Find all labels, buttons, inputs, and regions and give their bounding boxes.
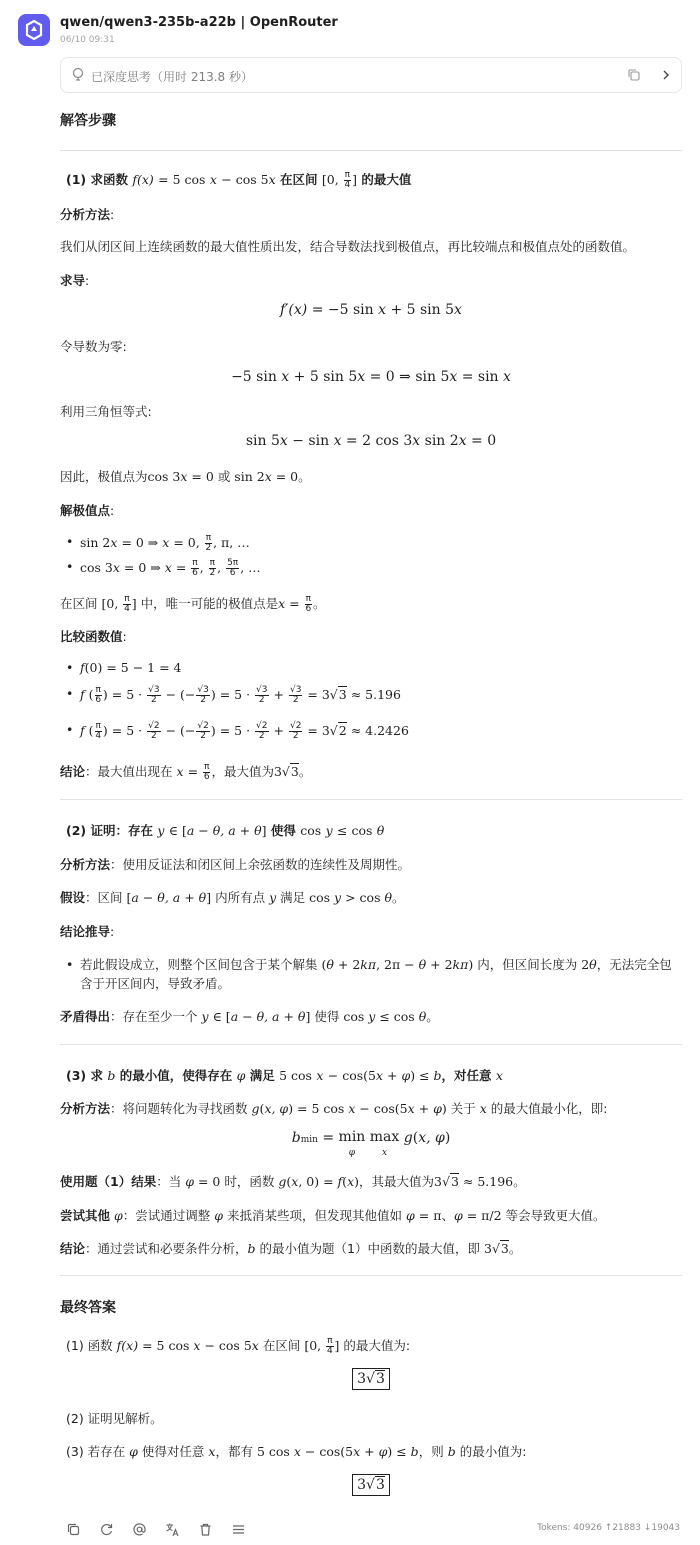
copy-icon[interactable] xyxy=(64,1520,82,1538)
lightbulb-icon xyxy=(71,67,85,86)
thinking-label: 已深度思考（用时 213.8 秒） xyxy=(91,70,253,84)
divider xyxy=(60,150,682,151)
final-boxed-answer-1: 3√3 xyxy=(60,1368,682,1390)
divider xyxy=(60,799,682,800)
chevron-right-icon[interactable] xyxy=(659,68,673,85)
s1-compare-label: 比较函数值: xyxy=(60,629,127,644)
s2-derive-label: 结论推导: xyxy=(60,924,115,939)
s1-trig-eq: sin 5x − sin x = 2 cos 3x sin 2x = 0 xyxy=(245,433,497,449)
list-item: • f(0) = 5 − 1 = 4 xyxy=(80,660,181,675)
steps-heading: 解答步骤 xyxy=(60,113,116,129)
token-count: Tokens: 40926 ↑21883 ↓19043 xyxy=(537,1523,680,1533)
divider xyxy=(60,1275,682,1276)
message-header xyxy=(18,14,688,48)
s1-deriv-label: 求导: xyxy=(60,273,90,288)
list-item: • 若此假设成立，则整个区间包含于某个解集 (θ + 2kπ, 2π − θ + 2kπ) 内，但区间长度为 2θ，无法完全包 含于开区间内，导致矛盾。 xyxy=(80,955,682,993)
s3-use-result: 使用题（1）结果：当 φ = 0 时，函数 g(x, 0) = f(x)，其最大值为3√3 ≈ 5.196。 xyxy=(60,1174,526,1189)
delete-icon[interactable] xyxy=(196,1520,214,1538)
section2-title: (2) 证明：存在 y ∈ [a − θ, a + θ] 使得 cos y ≤ cos θ xyxy=(66,823,385,838)
refresh-icon[interactable] xyxy=(97,1520,115,1538)
list-item: • sin 2x = 0 ⇒ x = 0, $\frac{\pi}{2}$ , π, … xyxy=(80,534,250,553)
model-title: qwen/qwen3-235b-a22b | OpenRouter xyxy=(60,15,338,30)
final-heading: 最终答案 xyxy=(60,1300,116,1316)
list-item: • f ( $\frac{\pi}{4}$ ) = 5 · $\frac{√2}{2}$ − (− $\frac{√2}{2}$ ) = 5 · $\frac{√2}{2}$ + $\frac{√2}{2}$ = 3√2 ≈ 4.2426 xyxy=(80,722,409,741)
s3-method: 分析方法：将问题转化为寻找函数 g(x, φ) = 5 cos x − cos(5x + φ) 关于 x 的最大值最小化，即: xyxy=(60,1101,608,1116)
s1-trig-label: 利用三角恒等式: xyxy=(60,404,152,419)
s2-assume: 假设：区间 [a − θ, a + θ] 内所有点 y 满足 cos y > cos θ。 xyxy=(60,890,405,905)
s3-try-other: 尝试其他 φ：尝试通过调整 φ 来抵消某些项，但发现其他值如 φ = π、φ = π/2 等会导致更大值。 xyxy=(60,1208,606,1223)
s1-interval-text: 在区间 [0, $\frac{\pi}{4}$ ] 中，唯一可能的极值点是x = $\frac{\pi}{6}$ 。 xyxy=(60,594,326,614)
section3-title: (3) 求 b 的最小值，使得存在 φ 满足 5 cos x − cos(5x + φ) ≤ b，对任意 x xyxy=(66,1068,503,1083)
list-item: • f ( $\frac{\pi}{6}$ ) = 5 · $\frac{√3}{2}$ − (− $\frac{√3}{2}$ ) = 5 · $\frac{√3}{2}$ + $\frac{√3}{2}$ = 3√3 ≈ 5.196 xyxy=(80,686,401,705)
copy-icon[interactable] xyxy=(627,68,641,85)
s1-solve-label: 解极值点: xyxy=(60,503,115,518)
s1-conclusion: 结论：最大值出现在 x = $\frac{\pi}{6}$ ，最大值为3√3。 xyxy=(60,762,312,782)
qwen-logo-icon xyxy=(18,14,50,46)
final-boxed-answer-3: 3√3 xyxy=(60,1474,682,1496)
list-item: • cos 3x = 0 ⇒ x = $\frac{\pi}{6}$ , $\frac{\pi}{2}$ , $\frac{5\pi}{6}$ , … xyxy=(80,559,261,578)
s1-derivative-eq: f′(x) = −5 sin x + 5 sin 5x xyxy=(280,302,462,318)
menu-icon[interactable] xyxy=(229,1520,247,1538)
s3-minmax-eq: bmin = min φ max x g(x, φ) xyxy=(291,1129,451,1158)
translate-icon[interactable] xyxy=(163,1520,181,1538)
s1-zero-eq: −5 sin x + 5 sin 5x = 0 ⇒ sin 5x = sin x xyxy=(231,369,511,385)
s1-method-text: 我们从闭区间上连续函数的最大值性质出发，结合导数法找到极值点，再比较端点和极值点处的函数值。 xyxy=(60,239,636,254)
s1-method-label: 分析方法: xyxy=(60,207,115,222)
s2-contradiction: 矛盾得出：存在至少一个 y ∈ [a − θ, a + θ] 使得 cos y ≤ cos θ。 xyxy=(60,1009,439,1024)
s3-conclusion: 结论：通过尝试和必要条件分析，b 的最小值为题（1）中函数的最大值，即 3√3。 xyxy=(60,1241,522,1256)
final-answer-1: (1) 函数 f(x) = 5 cos x − cos 5x 在区间 [0, $\frac{\pi}{4}$ ] 的最大值为: xyxy=(66,1336,411,1356)
thinking-panel[interactable] xyxy=(60,57,682,93)
message-toolbar xyxy=(60,1516,682,1542)
s2-method: 分析方法：使用反证法和闭区间上余弦函数的连续性及周期性。 xyxy=(60,857,411,872)
final-answer-2: (2) 证明见解析。 xyxy=(66,1411,163,1426)
final-answer-3: (3) 若存在 φ 使得对任意 x，都有 5 cos x − cos(5x + φ) ≤ b，则 b 的最小值为: xyxy=(66,1444,527,1459)
s1-therefore: 因此，极值点为cos 3x = 0 或 sin 2x = 0。 xyxy=(60,469,311,484)
message-timestamp: 06/10 09:31 xyxy=(60,35,115,45)
divider xyxy=(60,1044,682,1045)
mention-icon[interactable] xyxy=(130,1520,148,1538)
s1-zero-label: 令导数为零: xyxy=(60,339,127,354)
section1-title: (1) 求函数 f(x) = 5 cos x − cos 5x 在区间 [0, $\frac{\pi}{4}$ ] 的最大值 xyxy=(66,170,412,190)
